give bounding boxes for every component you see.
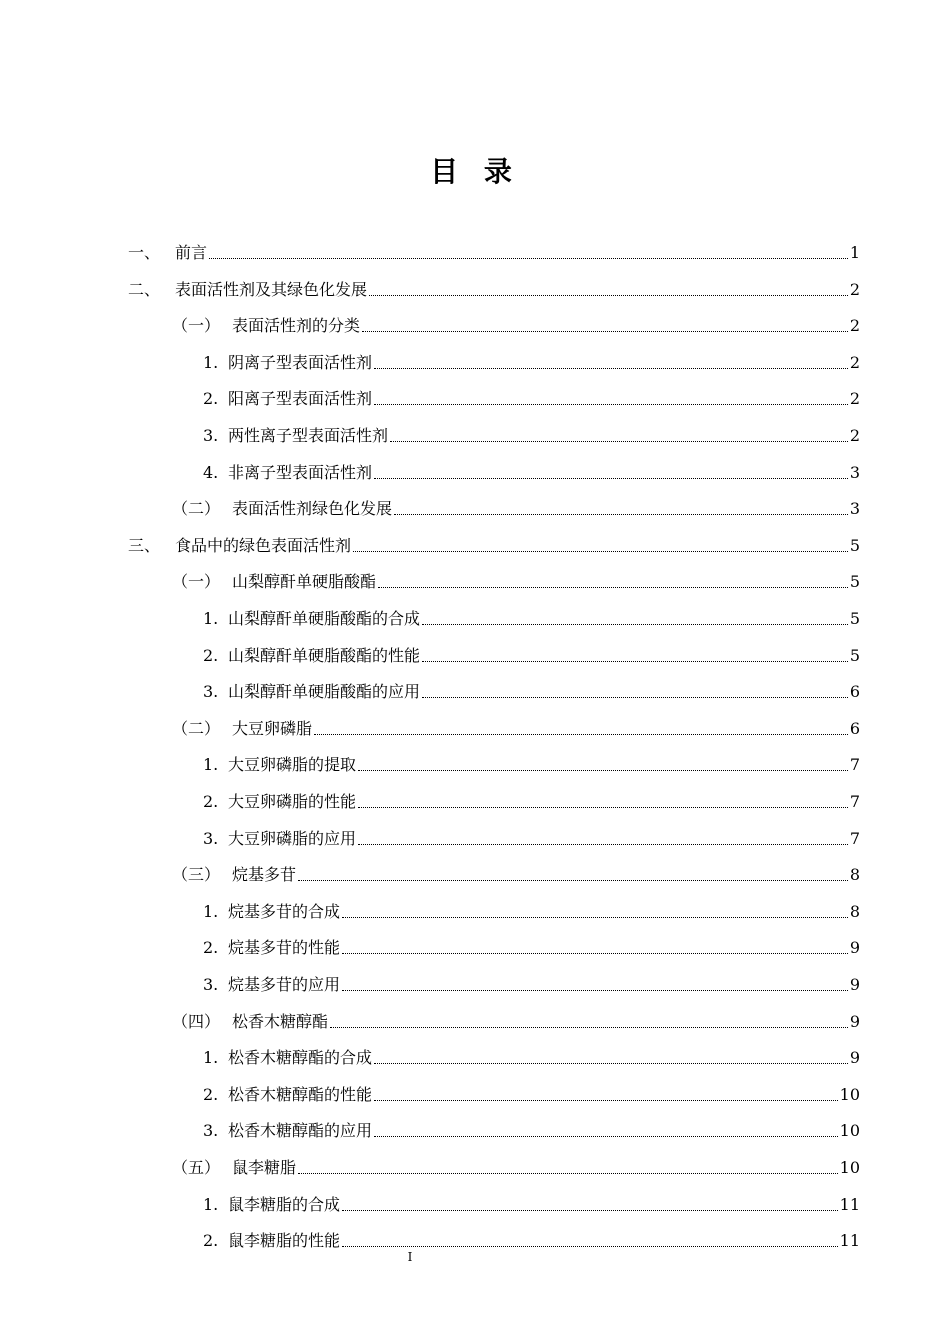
toc-entry-page: 2: [849, 389, 860, 409]
toc-entry-page: 2: [849, 426, 860, 445]
toc-entry-page: 3: [849, 462, 860, 482]
toc-entry-page: 10: [839, 1158, 860, 1177]
toc-entry-number: 4.: [203, 462, 219, 482]
toc-entry-title: 食品中的绿色表面活性剂: [175, 535, 352, 555]
toc-entry-body: [228, 1119, 860, 1143]
toc-entry-body: [228, 1193, 860, 1217]
toc-entry-title: 非离子型表面活性剂: [228, 462, 373, 482]
toc-entry-title: 大豆卵磷脂的性能: [228, 792, 357, 811]
toc-entry-body: [175, 241, 860, 265]
toc-entry-number: 三、: [128, 535, 161, 555]
toc-entry-title: 烷基多苷: [232, 865, 297, 885]
toc-entry[interactable]: [0, 1046, 950, 1070]
toc-entry-number: （二）: [172, 499, 221, 519]
toc-entry-page: 7: [849, 755, 860, 775]
toc-entry[interactable]: [0, 570, 950, 594]
toc-entry-number: 2.: [203, 389, 219, 409]
toc-entry[interactable]: [0, 461, 950, 485]
toc-entry-number: 2.: [203, 1231, 219, 1251]
toc-entry-body: [228, 387, 860, 411]
toc-entry[interactable]: [0, 1119, 950, 1143]
toc-entry-title: 松香木糖醇酯的性能: [228, 1084, 373, 1104]
toc-entry-title: 大豆卵磷脂: [232, 718, 313, 738]
toc-entry-body: [228, 461, 860, 485]
toc-entry-body: [228, 1083, 860, 1107]
toc-entry-number: （三）: [172, 865, 221, 885]
toc-entry-title: 阴离子型表面活性剂: [228, 352, 373, 372]
toc-entry[interactable]: [0, 1010, 950, 1034]
toc-entry-page: 1: [849, 243, 860, 262]
toc-entry-title: 烷基多苷的应用: [228, 975, 341, 994]
toc-entry-body: [232, 570, 860, 594]
toc-entry-number: 3.: [203, 426, 219, 445]
toc-entry-title: 表面活性剂绿色化发展: [232, 499, 393, 519]
toc-entry[interactable]: [0, 900, 950, 924]
toc-entry-number: 2.: [203, 938, 219, 958]
toc-entry-title: 山梨醇酐单硬脂酸酯的应用: [228, 682, 421, 702]
toc-entry-page: 6: [849, 718, 860, 738]
toc-entry[interactable]: [0, 644, 950, 668]
toc-entry-page: 2: [849, 352, 860, 372]
toc-entry-title: 大豆卵磷脂的提取: [228, 755, 357, 775]
toc-entry-page: 9: [849, 1011, 860, 1031]
toc-entry[interactable]: [0, 314, 950, 338]
toc-entry-page: 7: [849, 828, 860, 848]
toc-entry-page: 5: [849, 572, 860, 592]
dot-leader: [374, 1063, 848, 1064]
dot-leader: [374, 1100, 838, 1101]
toc-entry-body: [228, 900, 860, 924]
toc-entry-number: 1.: [203, 352, 219, 372]
toc-entry-body: [228, 351, 860, 375]
toc-entry-page: 10: [839, 1121, 860, 1141]
dot-leader: [362, 331, 848, 332]
toc-entry-body: [232, 717, 860, 741]
toc-entry-page: 3: [849, 499, 860, 519]
toc-entry-page: 11: [839, 1231, 860, 1251]
dot-leader: [374, 404, 848, 405]
dot-leader: [342, 1246, 838, 1247]
toc-entry[interactable]: [0, 424, 950, 448]
toc-entry[interactable]: [0, 387, 950, 411]
toc-entry-body: [232, 497, 860, 521]
toc-entry-number: 2.: [203, 1084, 219, 1104]
toc-entry-page: 10: [839, 1084, 860, 1104]
dot-leader: [298, 880, 848, 881]
toc-entry-body: [228, 680, 860, 704]
toc-entry-number: （四）: [172, 1011, 221, 1031]
toc-entry-number: 1.: [203, 609, 219, 628]
dot-leader: [358, 807, 848, 808]
toc-entry-number: （一）: [172, 572, 221, 592]
toc-entry[interactable]: [0, 680, 950, 704]
toc-entry-title: 烷基多苷的合成: [228, 901, 341, 921]
toc-entry[interactable]: [0, 351, 950, 375]
toc-entry-title: 山梨醇酐单硬脂酸酯的性能: [228, 645, 421, 665]
toc-entry-body: [232, 314, 860, 338]
toc-entry-body: [228, 644, 860, 668]
toc-entry[interactable]: [0, 241, 950, 265]
toc-entry-body: [228, 753, 860, 777]
toc-entry-number: 1.: [203, 901, 219, 921]
toc-entry[interactable]: [0, 936, 950, 960]
toc-entry[interactable]: [0, 790, 950, 814]
toc-entry-page: 11: [839, 1194, 860, 1214]
dot-leader: [374, 368, 848, 369]
toc-entry-number: 二、: [128, 279, 161, 299]
toc-entry-page: 6: [849, 682, 860, 702]
toc-entry-number: （一）: [172, 316, 221, 336]
toc-entry-body: [232, 1010, 860, 1034]
toc-entry[interactable]: [0, 973, 950, 997]
toc-entry-body: [228, 1046, 860, 1070]
toc-entry-number: 1.: [203, 1048, 219, 1068]
toc-entry-page: 2: [849, 316, 860, 336]
dot-leader: [374, 478, 848, 479]
toc-entry-title: 烷基多苷的性能: [228, 938, 341, 958]
toc-entry[interactable]: [0, 1193, 950, 1217]
dot-leader: [314, 734, 848, 735]
toc-entry-body: [228, 973, 860, 997]
toc-entry-page: 9: [849, 938, 860, 958]
dot-leader: [369, 295, 848, 296]
toc-entry[interactable]: [0, 497, 950, 521]
toc-entry-title: 表面活性剂的分类: [232, 316, 361, 336]
toc-entry-title: 前言: [175, 243, 208, 262]
toc-entry-title: 大豆卵磷脂的应用: [228, 828, 357, 848]
dot-leader: [353, 551, 848, 552]
toc-entry-page: 5: [849, 535, 860, 555]
dot-leader: [342, 953, 848, 954]
page-title: 目 录: [430, 155, 520, 188]
toc-entry-number: 2.: [203, 792, 219, 811]
toc-entry-number: 3.: [203, 682, 219, 702]
toc-entry-page: 8: [849, 901, 860, 921]
dot-leader: [342, 990, 848, 991]
toc-entry-number: （二）: [172, 718, 221, 738]
toc-entry-number: 1.: [203, 1194, 219, 1214]
toc-entry[interactable]: [0, 717, 950, 741]
toc-entry[interactable]: [0, 1083, 950, 1107]
toc-entry-title: 鼠李糖脂的性能: [228, 1231, 341, 1251]
toc-entry-number: 1.: [203, 755, 219, 775]
toc-entry-body: [175, 278, 860, 302]
toc-entry-body: [228, 424, 860, 448]
toc-entry-page: 2: [849, 279, 860, 299]
toc-entry-page: 9: [849, 1048, 860, 1068]
toc-entry-page: 9: [849, 975, 860, 994]
toc-entry-title: 山梨醇酐单硬脂酸酯: [232, 572, 377, 592]
dot-leader: [330, 1027, 848, 1028]
toc-entry-title: 松香木糖醇酯: [232, 1011, 329, 1031]
toc-entry-number: 一、: [128, 243, 161, 262]
toc-entry-body: [228, 936, 860, 960]
dot-leader: [358, 844, 848, 845]
page-number: I: [407, 1250, 413, 1264]
dot-leader: [298, 1173, 838, 1174]
dot-leader: [394, 514, 848, 515]
toc-entry-body: [232, 863, 860, 887]
toc-entry-number: 2.: [203, 645, 219, 665]
toc-entry-page: 7: [849, 792, 860, 811]
toc-entry[interactable]: [0, 1156, 950, 1180]
toc-entry[interactable]: [0, 278, 950, 302]
toc-entry-title: 鼠李糖脂: [232, 1158, 297, 1177]
toc-entry-body: [228, 607, 860, 631]
toc-entry-number: 3.: [203, 828, 219, 848]
toc-entry-title: 阳离子型表面活性剂: [228, 389, 373, 409]
toc-entry-number: 3.: [203, 975, 219, 994]
toc-entry-body: [228, 790, 860, 814]
dot-leader: [422, 624, 848, 625]
toc-entry-title: 表面活性剂及其绿色化发展: [175, 279, 368, 299]
dot-leader: [390, 441, 848, 442]
toc-entry-number: （五）: [172, 1158, 221, 1177]
dot-leader: [342, 917, 848, 918]
toc-entry-body: [175, 534, 860, 558]
toc-entry[interactable]: [0, 863, 950, 887]
toc-entry-title: 松香木糖醇酯的合成: [228, 1048, 373, 1068]
dot-leader: [378, 587, 848, 588]
toc-entry[interactable]: [0, 534, 950, 558]
dot-leader: [358, 770, 848, 771]
toc-entry-title: 两性离子型表面活性剂: [228, 426, 389, 445]
toc-entry-title: 鼠李糖脂的合成: [228, 1194, 341, 1214]
dot-leader: [209, 258, 848, 259]
toc-entry[interactable]: [0, 827, 950, 851]
dot-leader: [422, 661, 848, 662]
toc-entry-number: 3.: [203, 1121, 219, 1141]
dot-leader: [422, 697, 848, 698]
toc-entry-title: 松香木糖醇酯的应用: [228, 1121, 373, 1141]
dot-leader: [342, 1210, 838, 1211]
toc-entry-title: 山梨醇酐单硬脂酸酯的合成: [228, 609, 421, 628]
toc-entry-page: 5: [849, 609, 860, 628]
dot-leader: [374, 1136, 838, 1137]
toc-entry-body: [232, 1156, 860, 1180]
toc-entry[interactable]: [0, 753, 950, 777]
toc-entry-page: 5: [849, 645, 860, 665]
toc-entry-page: 8: [849, 865, 860, 885]
toc-entry[interactable]: [0, 607, 950, 631]
toc-entry-body: [228, 827, 860, 851]
